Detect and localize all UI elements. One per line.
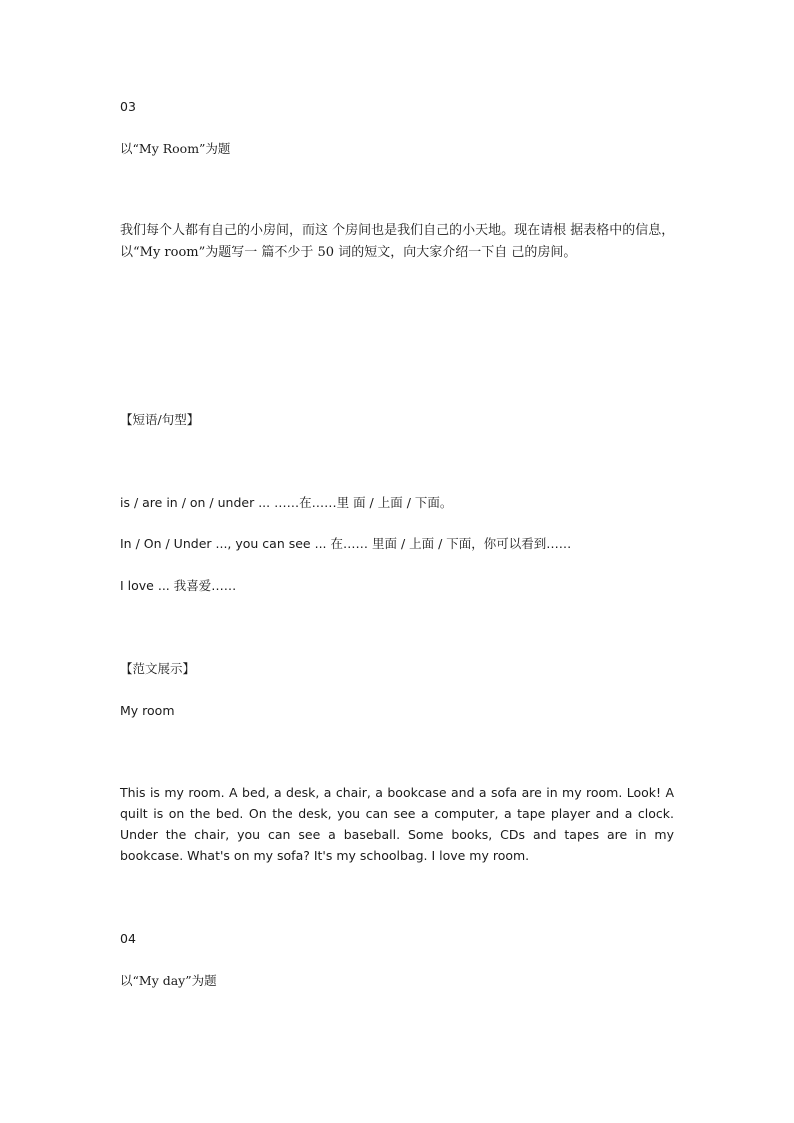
phrases-heading: 【短语/句型】 — [120, 412, 200, 427]
phrase-line-2: In / On / Under ..., you can see ... 在…… 里面 / 上面 / 下面，你可以看到…… — [120, 536, 572, 551]
phrase-line-3: I love ... 我喜爱…… — [120, 578, 237, 593]
section-03-number: 03 — [120, 99, 136, 114]
sample-title: My room — [120, 703, 175, 718]
section-03-prompt: 我们每个人都有自己的小房间，而这 个房间也是我们自己的小天地。现在请根 据表格中的信息，以“My room”为题写一 篇不少于 50 词的短文，向大家介绍一下自 己的房间。 — [120, 223, 675, 260]
sample-heading: 【范文展示】 — [120, 661, 196, 676]
section-04-number: 04 — [120, 931, 136, 946]
section-04-topic: 以“My day”为题 — [120, 973, 217, 988]
sample-text: This is my room. A bed, a desk, a chair, a bookcase and a sofa are in my room. Look! A quilt is on the bed. On the desk, you can see a computer, a tape player and a clock. Under the chair, you can see a baseball. Some books, CDs and tapes are in my bookcase. What's on my sofa? It's my schoolbag. I love my room. — [120, 785, 674, 863]
phrase-line-1: is / are in / on / under ... ……在……里 面 / 上面 / 下面。 — [120, 495, 453, 510]
section-03-topic: 以“My Room”为题 — [120, 141, 231, 156]
